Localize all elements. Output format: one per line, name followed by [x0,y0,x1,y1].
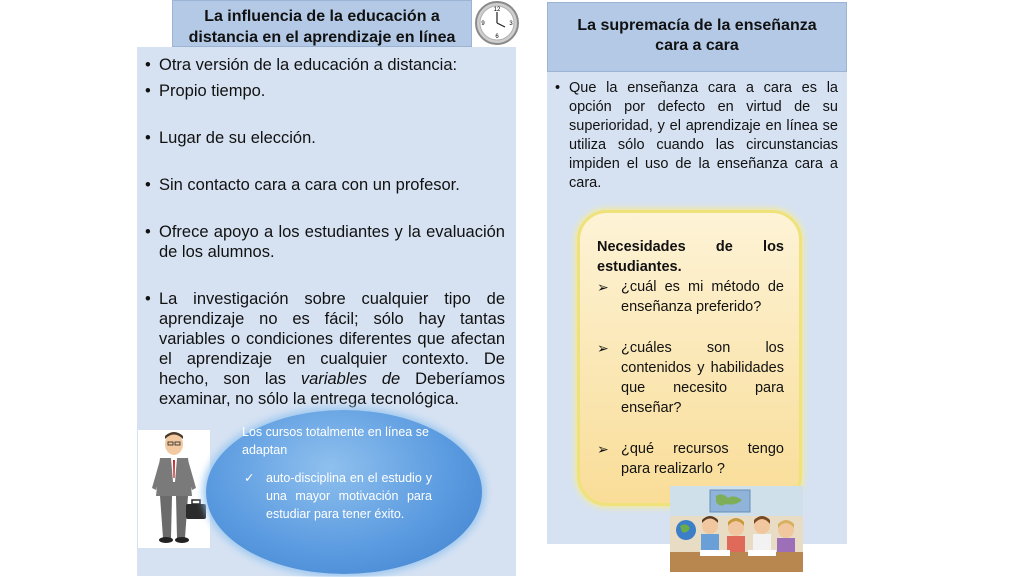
left-bullet-list [145,55,505,409]
list-item: • Lugar de su elección. [145,128,505,148]
research-italic: variables de [300,370,401,388]
research-text: La investigación sobre cualquier tipo de aprendizaje no es fácil; sólo hay tantas variables o condiciones diferentes que afectan el aprendizaje en cualquier contexto. De hecho, son las [159,290,505,388]
ellipse-check-list [242,469,432,523]
ellipse-intro: Los cursos totalmente en línea se adaptan [242,425,429,457]
clock-numeral: 3 [509,21,513,27]
clock-numeral: 6 [495,34,499,40]
clock-icon [474,0,520,46]
check-item: ✓ auto-disciplina en el estudio y una mayor motivación para estudiar para tener éxito. [242,469,432,523]
research-text-end: Deberíamos examinar, no sólo la entrega tecnológica. [159,370,505,408]
ellipse-content [242,423,432,523]
needs-item: ➢ ¿cuál es mi método de enseñanza preferido? [597,277,784,317]
list-item: • Ofrece apoyo a los estudiantes y la evaluación de los alumnos. [145,222,505,262]
needs-item: ➢ ¿cuáles son los contenidos y habilidades que necesito para enseñar? [597,338,784,418]
right-bullet-list [555,79,838,193]
businessman-illustration [138,430,210,548]
left-column-title: La influencia de la educación a distancia en el aprendizaje en línea [172,0,472,47]
list-item: • Otra versión de la educación a distancia: [145,55,505,75]
right-column-title: La supremacía de la enseñanza cara a cara [547,2,847,72]
clock-numeral: 12 [493,7,501,13]
needs-list [597,277,784,479]
list-item: • Que la enseñanza cara a cara es la opción por defecto en virtud de su superioridad, y el aprendizaje en línea se utiliza sólo cuando las circunstancias impiden el uso de la enseñanza cara a cara. [555,79,838,193]
needs-heading: Necesidades de los estudiantes. [597,239,784,275]
needs-item: ➢ ¿qué recursos tengo para realizarlo ? [597,439,784,479]
clock-numeral: 9 [481,21,485,27]
classroom-photo [670,486,803,572]
needs-content [597,237,784,479]
list-item: • Sin contacto cara a cara con un profesor. [145,175,505,195]
list-item: • Propio tiempo. [145,81,505,101]
list-item-research [145,289,505,409]
